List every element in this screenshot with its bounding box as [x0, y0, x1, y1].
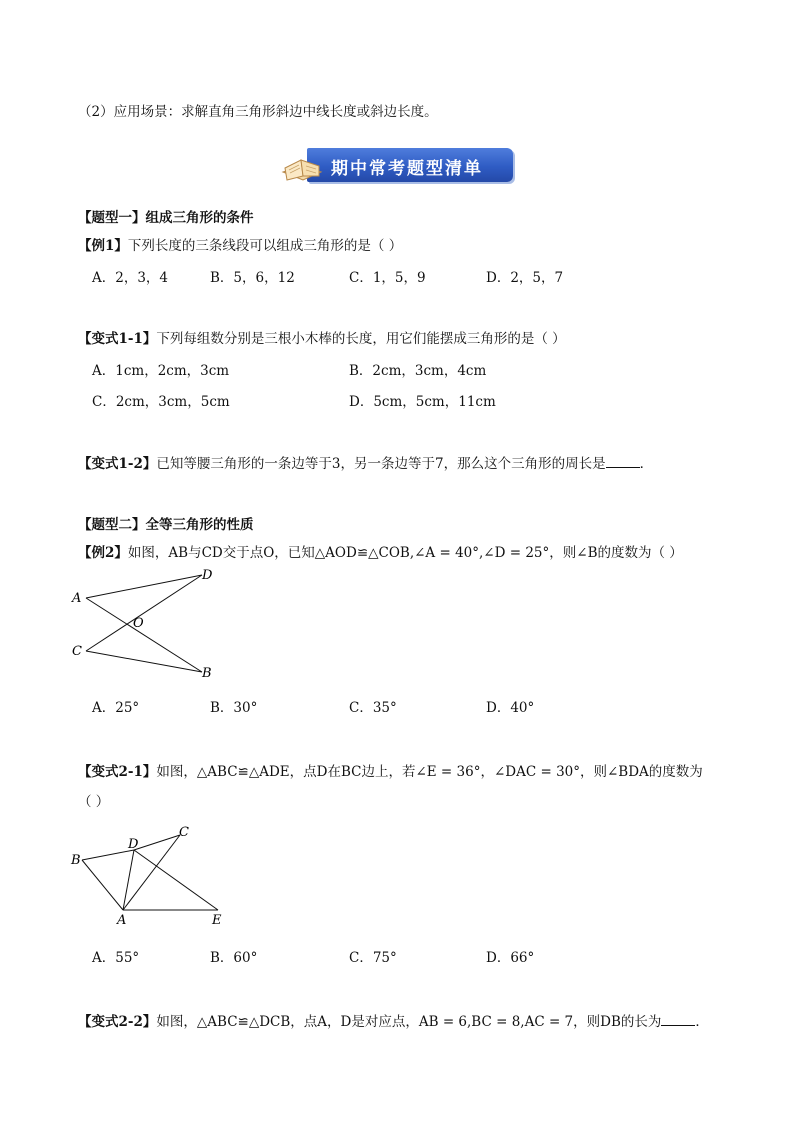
- v1-2-question: [78, 452, 653, 472]
- intro-line: （2）应用场景：求解直角三角形斜边中线长度或斜边长度。: [78, 104, 438, 120]
- type1-heading: 【题型一】组成三角形的条件: [78, 210, 254, 226]
- v2-1-point-c: C: [179, 825, 189, 840]
- v1-1-option-b: B．2cm，3cm，4cm: [349, 363, 487, 379]
- ex1-option-c: C．1，5，9: [349, 270, 426, 286]
- v2-1-line-ba: [82, 860, 123, 910]
- v2-1-point-e: E: [212, 913, 222, 928]
- ex2-text: 如图，AB与CD交于点O，已知△AOD≌△COB,∠A = 40°,∠D = 25°，则∠B的度数为（ ）: [127, 545, 683, 561]
- ex2-point-o: O: [133, 616, 144, 631]
- book-icon: [279, 146, 327, 186]
- ex2-label: 【例2】: [78, 545, 128, 561]
- ex2-point-c: C: [72, 644, 82, 659]
- v2-1-option-d: D．66°: [486, 950, 535, 966]
- v2-1-point-a: A: [117, 913, 127, 928]
- ex1-option-d: D．2，5，7: [486, 270, 564, 286]
- v2-1-question: [78, 760, 703, 780]
- v1-1-option-c: C．2cm，3cm，5cm: [92, 394, 230, 410]
- v1-2-text: 已知等腰三角形的一条边等于3，另一条边等于7，那么这个三角形的周长是: [156, 456, 606, 472]
- v1-1-question: [78, 327, 566, 347]
- v1-1-option-a: A．1cm，2cm，3cm: [92, 363, 230, 379]
- ex2-line-ab: [86, 598, 202, 672]
- type2-heading: 【题型二】全等三角形的性质: [78, 517, 254, 533]
- v2-1-line-ad: [123, 850, 134, 910]
- ex1-option-a: A．2，3，4: [92, 270, 169, 286]
- v2-1-point-d: D: [128, 837, 139, 852]
- ex2-question: [78, 541, 683, 561]
- ex2-option-b: B．30°: [210, 700, 258, 716]
- v1-1-label: 【变式1-1】: [78, 331, 157, 347]
- answer-blank: [606, 455, 640, 468]
- v2-2-end: ．: [695, 1014, 709, 1030]
- ex2-point-b: B: [202, 666, 212, 681]
- ex2-option-d: D．40°: [486, 700, 535, 716]
- ex2-point-a: A: [72, 591, 82, 606]
- banner-title: 期中常考题型清单: [331, 159, 483, 179]
- section-banner: [279, 146, 515, 186]
- answer-blank: [661, 1013, 695, 1026]
- v2-1-option-b: B．60°: [210, 950, 258, 966]
- v1-2-label: 【变式1-2】: [78, 456, 157, 472]
- v2-2-label: 【变式2-2】: [78, 1014, 157, 1030]
- ex2-point-d: D: [202, 568, 213, 583]
- ex2-option-a: A．25°: [92, 700, 140, 716]
- ex1-text: 下列长度的三条线段可以组成三角形的是（ ）: [127, 238, 403, 254]
- v2-2-question: [78, 1010, 709, 1030]
- ex2-line-cb: [86, 651, 202, 672]
- v2-1-question-cont: （ ）: [78, 794, 110, 810]
- v1-1-option-d: D．5cm，5cm，11cm: [349, 394, 496, 410]
- v2-1-option-a: A．55°: [92, 950, 140, 966]
- v2-1-label: 【变式2-1】: [78, 764, 157, 780]
- v1-1-text: 下列每组数分别是三根小木棒的长度，用它们能摆成三角形的是（ ）: [156, 331, 566, 347]
- v2-1-line-de: [134, 850, 218, 910]
- v2-1-line-dc: [134, 835, 180, 850]
- ex2-option-c: C．35°: [349, 700, 397, 716]
- v1-2-end: ．: [639, 456, 654, 472]
- v2-1-text: 如图，△ABC≌△ADE，点D在BC边上，若∠E = 36°，∠DAC = 30°，则∠BDA的度数为: [156, 764, 703, 780]
- v2-1-figure: [66, 820, 246, 930]
- v2-1-line-bd: [82, 850, 134, 860]
- ex1-label: 【例1】: [78, 238, 128, 254]
- v2-1-option-c: C．75°: [349, 950, 397, 966]
- ex1-option-b: B．5，6，12: [210, 270, 295, 286]
- ex2-figure: [66, 565, 246, 685]
- v2-1-point-b: B: [71, 853, 81, 868]
- v2-2-text: 如图，△ABC≌△DCB，点A，D是对应点，AB = 6,BC = 8,AC = 7，则DB的长为: [156, 1014, 662, 1030]
- ex1-question: [78, 234, 402, 254]
